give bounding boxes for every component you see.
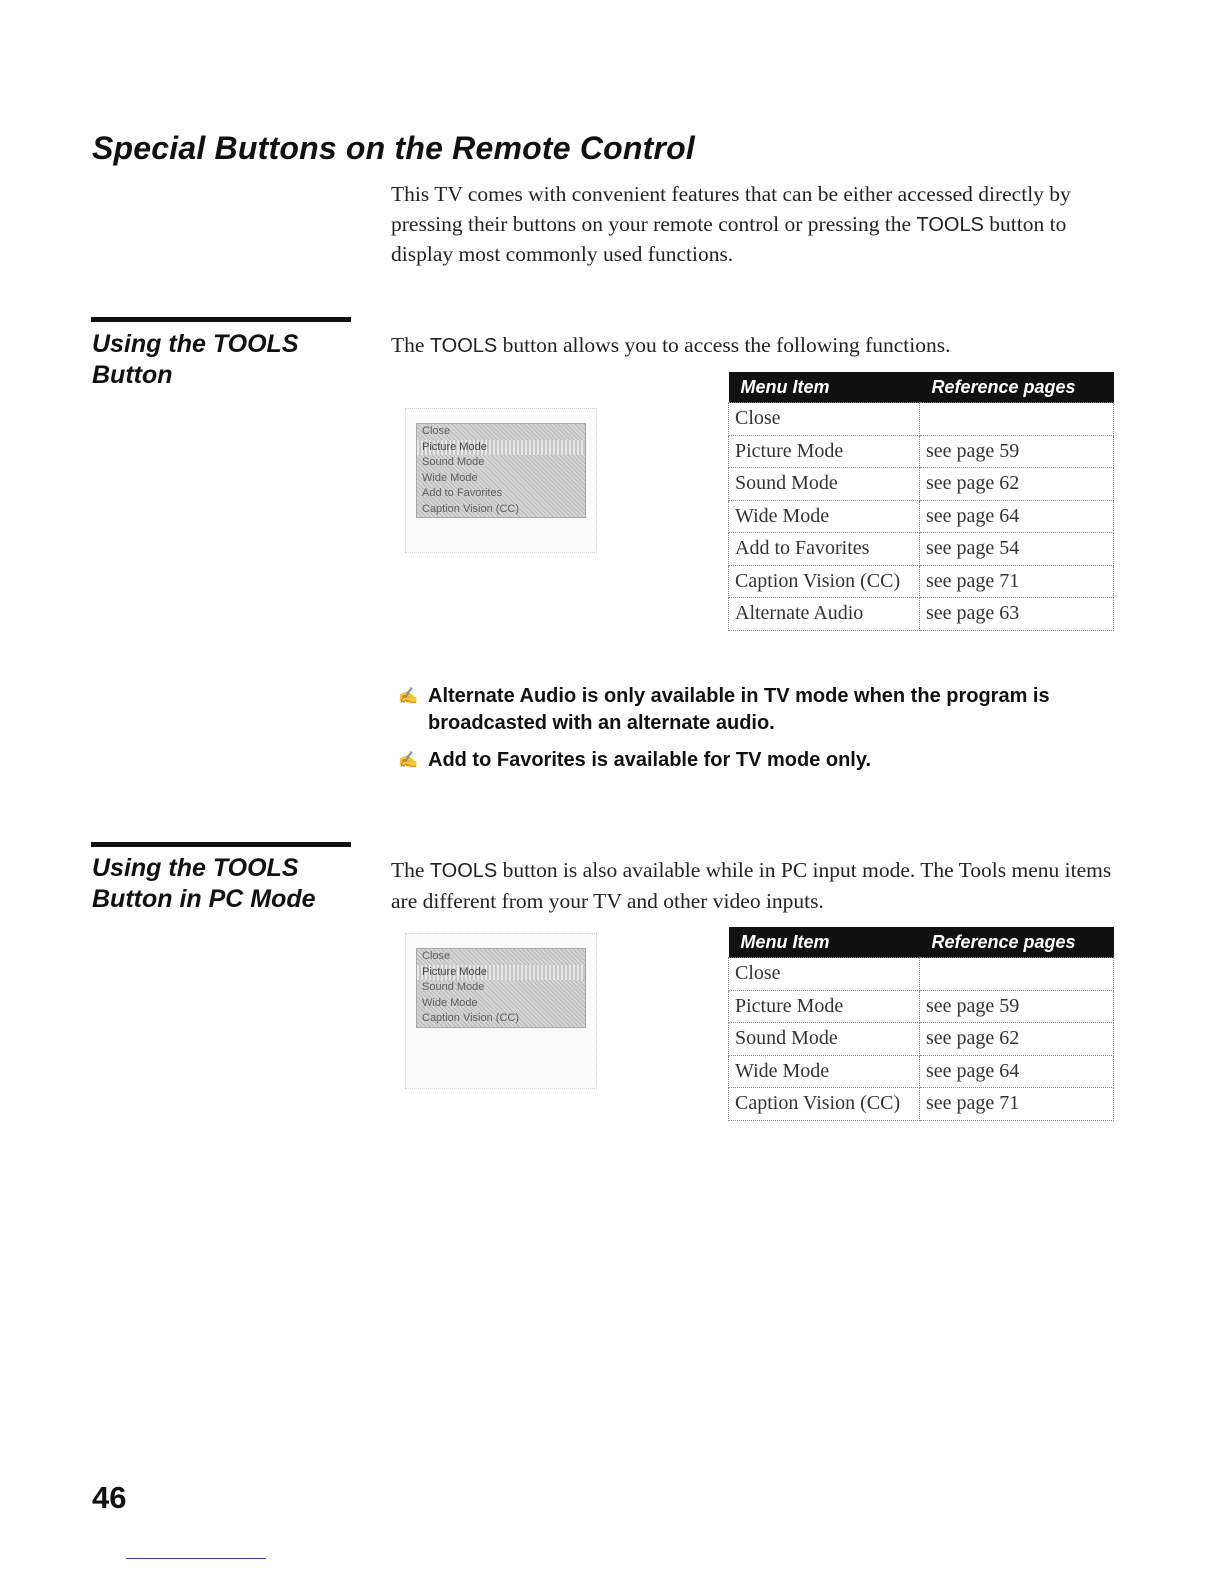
reference-table-pc-mode [728, 927, 1114, 1121]
section-heading-tools: Using the TOOLS Button [92, 330, 299, 389]
table-cell: Picture Mode [729, 435, 920, 468]
table-cell: see page 62 [920, 1023, 1114, 1056]
tools-menu-item: Sound Mode [422, 981, 485, 993]
pc-tools-menu-screenshot [405, 933, 597, 1089]
table-row [729, 990, 1114, 1023]
table-cell: Add to Favorites [729, 533, 920, 566]
column-header-menu-item: Menu Item [729, 927, 920, 958]
table-row [729, 435, 1114, 468]
table-cell: see page 71 [920, 565, 1114, 598]
section-rule [91, 317, 351, 322]
table-row [729, 598, 1114, 631]
tools-menu-item: Wide Mode [422, 996, 478, 1009]
tools-menu-item: Picture Mode [417, 440, 585, 456]
column-header-reference: Reference pages [920, 927, 1114, 958]
pc-tools-menu-list [416, 948, 586, 1028]
table-row [729, 500, 1114, 533]
note-pencil-icon: ✍ [398, 752, 418, 769]
table-row [729, 1023, 1114, 1056]
tools-menu-item: Close [422, 950, 451, 962]
table-cell: see page 54 [920, 533, 1114, 566]
tools-menu-item: Wide Mode [422, 471, 478, 484]
page-number: 46 [92, 1480, 127, 1515]
table-cell: Close [729, 403, 920, 436]
table-row [729, 565, 1114, 598]
table-row [729, 468, 1114, 501]
table-cell: see page 64 [920, 1055, 1114, 1088]
table-cell: see page 64 [920, 500, 1114, 533]
table-cell: see page 63 [920, 598, 1114, 631]
section-lead-tools: The TOOLS button allows you to access the following functions. [391, 333, 951, 357]
table-row [729, 958, 1114, 991]
section-heading-pc-mode: Using the TOOLS Button in PC Mode [92, 854, 316, 913]
tools-menu-list [416, 423, 586, 518]
table-cell [920, 958, 1114, 991]
table-cell: Wide Mode [729, 1055, 920, 1088]
tools-menu-item: Close [422, 425, 451, 437]
note-add-favorites: ✍ Add to Favorites is available for TV mode only. [428, 747, 1128, 774]
intro-paragraph: This TV comes with convenient features that can be either accessed directly by pressing their buttons on your remote control or pressing the TOOLS button to display most commonly used functions. [391, 182, 1071, 266]
table-cell: Caption Vision (CC) [729, 1088, 920, 1121]
reference-table-tools [728, 372, 1114, 631]
table-cell: Close [729, 958, 920, 991]
tools-menu-item: Add to Favorites [422, 487, 503, 499]
table-cell: see page 59 [920, 435, 1114, 468]
tools-menu-item: Caption Vision (CC) [422, 502, 520, 515]
table-row [729, 533, 1114, 566]
footer-rule [126, 1558, 266, 1559]
table-row [729, 1088, 1114, 1121]
table-cell: Sound Mode [729, 1023, 920, 1056]
column-header-reference: Reference pages [920, 372, 1114, 403]
table-cell: see page 59 [920, 990, 1114, 1023]
tools-menu-screenshot [405, 408, 597, 553]
section-rule [91, 842, 351, 847]
section-lead-pc-mode: The TOOLS button is also available while in PC input mode. The Tools menu items are different from your TV and other video inputs. [391, 858, 1112, 913]
table-cell: Wide Mode [729, 500, 920, 533]
column-header-menu-item: Menu Item [729, 372, 920, 403]
table-cell: Sound Mode [729, 468, 920, 501]
table-header-row [729, 372, 1114, 403]
note-alternate-audio: ✍ Alternate Audio is only available in TV mode when the program is broadcasted with an alternate audio. [398, 685, 1050, 734]
table-cell: Alternate Audio [729, 598, 920, 631]
tools-menu-item: Sound Mode [422, 456, 485, 468]
table-header-row [729, 927, 1114, 958]
table-cell: see page 62 [920, 468, 1114, 501]
table-row [729, 1055, 1114, 1088]
table-cell: Caption Vision (CC) [729, 565, 920, 598]
tools-menu-item: Picture Mode [417, 965, 585, 981]
table-cell: Picture Mode [729, 990, 920, 1023]
page-title: Special Buttons on the Remote Control [92, 130, 695, 166]
table-row [729, 403, 1114, 436]
table-cell: see page 71 [920, 1088, 1114, 1121]
tools-menu-item: Caption Vision (CC) [422, 1012, 520, 1024]
note-pencil-icon: ✍ [398, 688, 418, 705]
table-cell [920, 403, 1114, 436]
